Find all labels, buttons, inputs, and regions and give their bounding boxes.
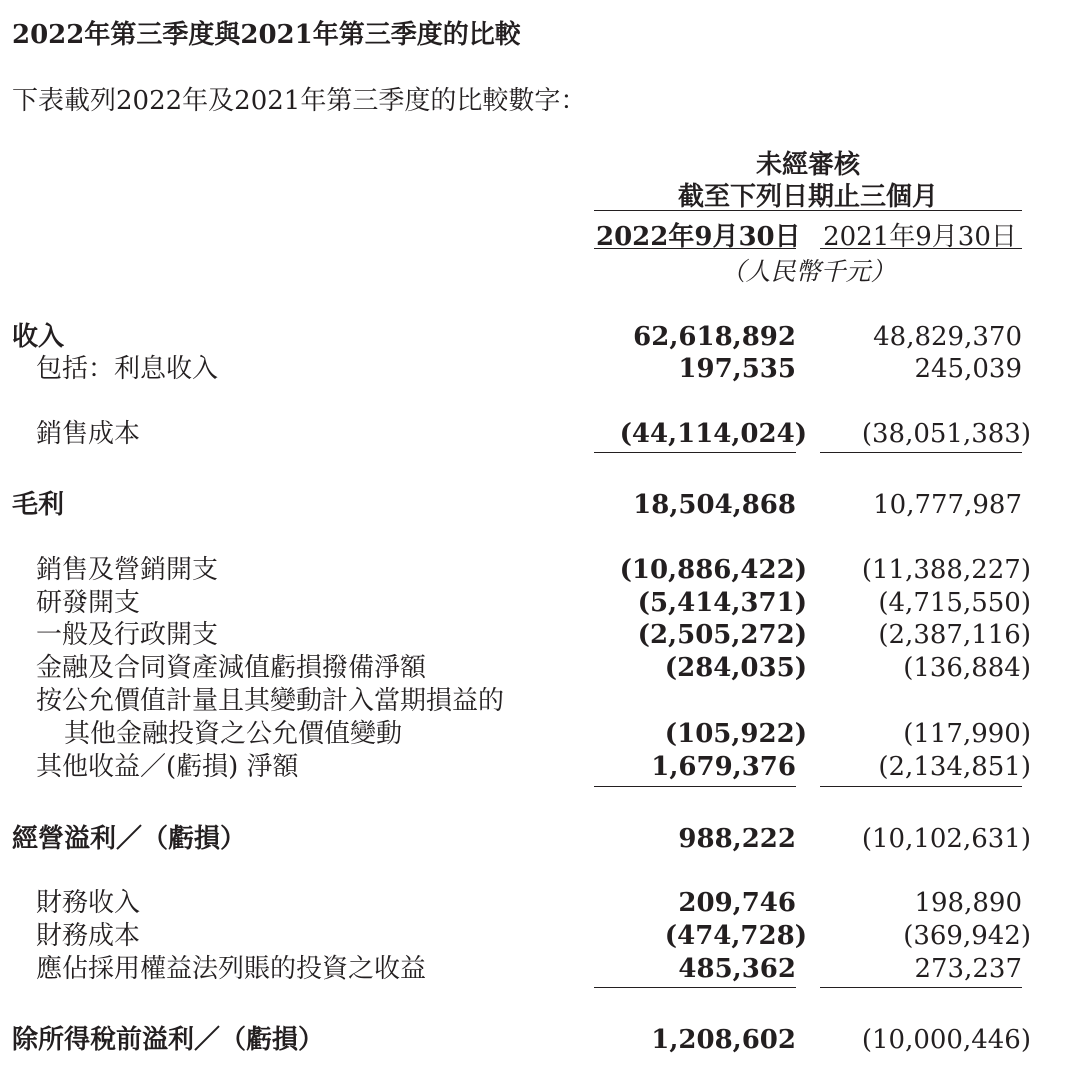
table-row (0, 417, 1080, 451)
table-row (0, 684, 1080, 718)
table-row (0, 886, 1080, 920)
value-2022: (2,505,272) (637, 620, 807, 650)
table-row (0, 553, 1080, 587)
column-rule-2021 (820, 248, 1022, 249)
value-2022: 197,535 (678, 354, 796, 384)
value-2022: (10,886,422) (619, 555, 807, 585)
value-2022: (5,414,371) (637, 588, 807, 618)
value-2021: (136,884) (903, 653, 1031, 683)
subtotal-rule (594, 786, 796, 787)
value-2022: (284,035) (664, 653, 807, 683)
subtotal-rule (820, 452, 1022, 453)
row-label: 研發開支 (36, 588, 141, 618)
value-2022: 485,362 (678, 954, 796, 984)
table-row (0, 822, 1080, 856)
value-2022: (44,114,024) (619, 419, 807, 449)
row-label: 應佔採用權益法列賬的投資之收益 (36, 954, 427, 984)
value-2022: 18,504,868 (633, 490, 796, 520)
value-2022: 62,618,892 (633, 322, 796, 352)
value-2021: (369,942) (903, 921, 1031, 951)
value-2021: (4,715,550) (878, 588, 1031, 618)
table-row (0, 1023, 1080, 1057)
column-header-2022: 2022年9月30日 (596, 222, 801, 252)
table-row (0, 919, 1080, 953)
header-period: 截至下列日期止三個月 (677, 182, 938, 212)
value-2022: (105,922) (664, 719, 807, 749)
row-label: 其他金融投資之公允價值變動 (64, 719, 403, 749)
row-label: 收入 (12, 322, 65, 352)
table-row (0, 320, 1080, 354)
value-2021: 273,237 (914, 954, 1022, 984)
value-2021: (11,388,227) (861, 555, 1031, 585)
table-row (0, 651, 1080, 685)
table-row (0, 586, 1080, 620)
row-label: 除所得稅前溢利／（虧損） (12, 1025, 325, 1055)
value-2021: (2,134,851) (878, 752, 1031, 782)
row-label: 銷售成本 (36, 419, 141, 449)
row-label: 財務收入 (36, 888, 141, 918)
row-label: 銷售及營銷開支 (36, 555, 219, 585)
value-2022: 988,222 (678, 824, 796, 854)
value-2022: 1,208,602 (651, 1025, 796, 1055)
value-2021: 10,777,987 (873, 490, 1022, 520)
column-header-2021: 2021年9月30日 (823, 222, 1017, 252)
table-row (0, 952, 1080, 986)
table-row (0, 750, 1080, 784)
row-label: 財務成本 (36, 921, 141, 951)
value-2021: (10,000,446) (861, 1025, 1031, 1055)
value-2022: 209,746 (678, 888, 796, 918)
row-label: 毛利 (12, 490, 65, 520)
unit-label: （人民幣千元） (720, 257, 896, 286)
value-2022: 1,679,376 (651, 752, 796, 782)
value-2021: 198,890 (914, 888, 1022, 918)
value-2021: 48,829,370 (873, 322, 1022, 352)
row-label: 經營溢利／（虧損） (12, 824, 247, 854)
value-2021: (10,102,631) (861, 824, 1031, 854)
section-title: 2022年第三季度與2021年第三季度的比較 (12, 20, 521, 50)
table-row (0, 717, 1080, 751)
value-2021: (38,051,383) (861, 419, 1031, 449)
row-label: 一般及行政開支 (36, 620, 219, 650)
row-label: 包括：利息收入 (36, 354, 219, 384)
column-rule-2022 (594, 248, 796, 249)
table-row (0, 618, 1080, 652)
row-label: 金融及合同資產減值虧損撥備淨額 (36, 653, 427, 683)
row-label: 按公允價值計量且其變動計入當期損益的 (36, 686, 505, 716)
table-row (0, 352, 1080, 386)
value-2021: (2,387,116) (878, 620, 1031, 650)
intro-text: 下表載列2022年及2021年第三季度的比較數字： (12, 86, 587, 116)
table-row (0, 488, 1080, 522)
subtotal-rule (820, 786, 1022, 787)
subtotal-rule (594, 452, 796, 453)
value-2021: (117,990) (903, 719, 1031, 749)
value-2021: 245,039 (914, 354, 1022, 384)
value-2022: (474,728) (664, 921, 807, 951)
row-label: 其他收益／(虧損) 淨額 (36, 752, 299, 782)
subtotal-rule (594, 987, 796, 988)
subtotal-rule (820, 987, 1022, 988)
header-audit-status: 未經審核 (755, 150, 860, 180)
header-rule (594, 210, 1022, 211)
